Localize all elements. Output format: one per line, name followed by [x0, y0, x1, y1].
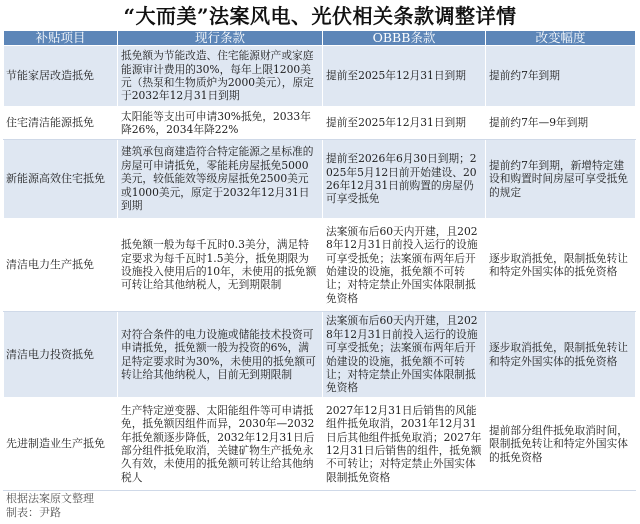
cell-obbb: 法案颁布后60天内开建，且2028年12月31日前投入运行的设施可享受抵免；法案颁布两年后开始建设的设施，抵免额不可转让；对特定禁止外国实体限制抵免资格 — [323, 312, 486, 398]
cell-change: 提前约7年到期 — [486, 46, 636, 107]
cell-current: 建筑承包商建造符合特定能源之星标准的房屋可申请抵免，零能耗房屋抵免5000美元，较低能效等级房屋抵免2500美元或1000美元，原定于2032年12月31日到期 — [118, 140, 323, 219]
cell-change: 提前约7年—9年到期 — [486, 107, 636, 140]
table-row — [4, 398, 636, 491]
table-row — [4, 312, 636, 398]
cell-obbb: 提前至2025年12月31日到期 — [323, 46, 486, 107]
author-note: 制表：尹路 — [6, 506, 61, 519]
header-change: 改变幅度 — [486, 31, 636, 46]
cell-obbb: 法案颁布后60天内开建，且2028年12月31日前投入运行的设施可享受抵免；法案颁布两年后开始建设的设施，抵免额不可转让；对特定禁止外国实体限制抵免资格 — [323, 219, 486, 312]
cell-current: 生产特定逆变器、太阳能组件等可申请抵免，抵免额因组件而异，2030年—2032年抵免额逐步降低，2032年12月31日后部分组件抵免取消，关键矿物生产抵免永久有效，未使用的抵免额可转让给其他纳税人 — [118, 398, 323, 491]
policy-table — [3, 30, 636, 491]
cell-obbb: 2027年12月31日后销售的风能组件抵免取消，2031年12月31日后其他组件抵免取消；2027年12月31日后销售的组件，抵免额不可转让；对特定禁止外国实体限制抵免资格 — [323, 398, 486, 491]
table-row — [4, 140, 636, 219]
cell-current: 太阳能等支出可申请30%抵免，2033年降26%，2034年降22% — [118, 107, 323, 140]
cell-current: 对符合条件的电力设施或储能技术投资可申请抵免，抵免额一般为投资的6%，满足特定要求时为30%，未使用的抵免额可转让给其他纳税人，目前无到期限制 — [118, 312, 323, 398]
cell-item: 清洁电力生产抵免 — [4, 219, 118, 312]
table-row — [4, 46, 636, 107]
source-note: 根据法案原文整理 — [6, 492, 94, 505]
header-current: 现行条款 — [118, 31, 323, 46]
cell-change: 逐步取消抵免，限制抵免转让和特定外国实体的抵免资格 — [486, 312, 636, 398]
cell-item: 节能家居改造抵免 — [4, 46, 118, 107]
table-header-row — [4, 31, 636, 46]
page-title: “大而美”法案风电、光伏相关条款调整详情 — [123, 4, 517, 28]
cell-current: 抵免额一般为每千瓦时0.3美分，满足特定要求为每千瓦时1.5美分，抵免期限为设施投入使用后的10年，未使用的抵免额可转让给其他纳税人，无到期限制 — [118, 219, 323, 312]
cell-change: 提前约7年到期，新增特定建设和购置时间房屋可享受抵免的规定 — [486, 140, 636, 219]
header-obbb: OBBB条款 — [323, 31, 486, 46]
footer — [6, 492, 94, 520]
cell-change: 提前部分组件抵免取消时间，限制抵免转让和特定外国实体的抵免资格 — [486, 398, 636, 491]
cell-obbb: 提前至2026年6月30日到期；2025年5月12日前开始建设、2026年12月31日前购置的房屋仍可享受抵免 — [323, 140, 486, 219]
cell-item: 住宅清洁能源抵免 — [4, 107, 118, 140]
cell-obbb: 提前至2025年12月31日到期 — [323, 107, 486, 140]
header-item: 补贴项目 — [4, 31, 118, 46]
cell-change: 逐步取消抵免，限制抵免转让和特定外国实体的抵免资格 — [486, 219, 636, 312]
table-row — [4, 107, 636, 140]
cell-item: 先进制造业生产抵免 — [4, 398, 118, 491]
table-row — [4, 219, 636, 312]
cell-current: 抵免额为节能改造、住宅能源财产或家庭能源审计费用的30%，每年上限1200美元（热泵和生物质炉为2000美元），原定于2032年12月31日到期 — [118, 46, 323, 107]
cell-item: 清洁电力投资抵免 — [4, 312, 118, 398]
cell-item: 新能源高效住宅抵免 — [4, 140, 118, 219]
